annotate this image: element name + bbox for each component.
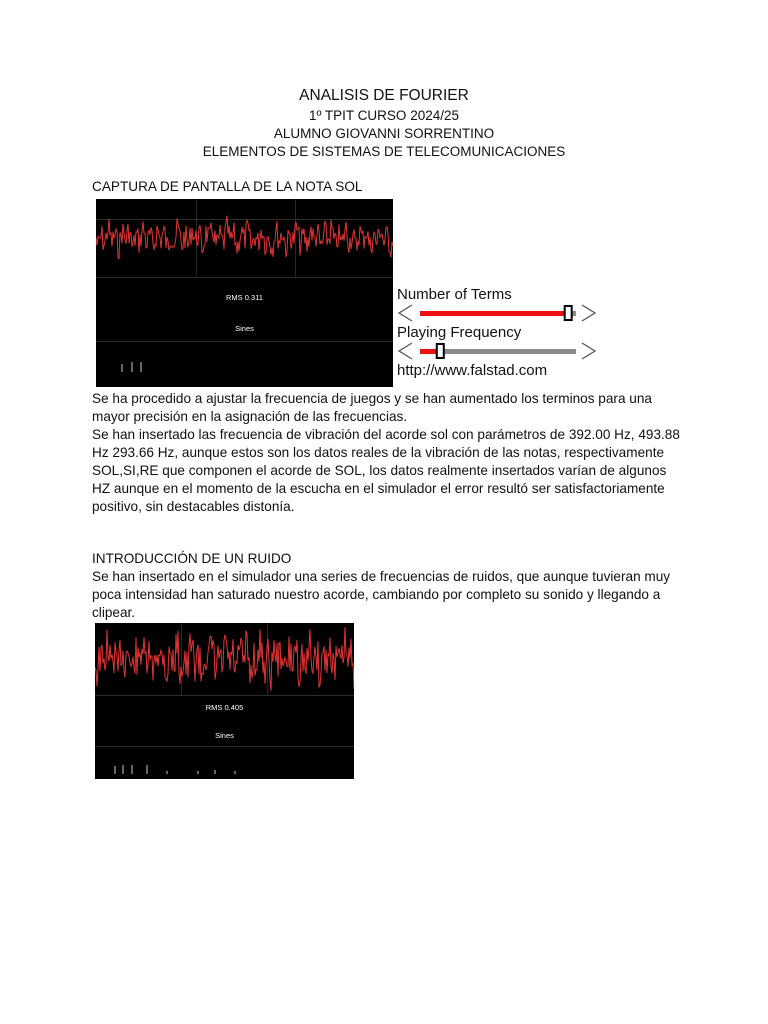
section1-body [92, 390, 682, 516]
document-title: ANALISIS DE FOURIER [299, 87, 469, 104]
slider-left-arrow-icon [399, 343, 412, 359]
section1-heading: CAPTURA DE PANTALLA DE LA NOTA SOL [92, 179, 363, 194]
paragraph: Se ha procedido a ajustar la frecuencia de juegos y se han aumentado los terminos para una mayor precisión en la asignación de las frecuencias. [92, 391, 652, 424]
section2-body [92, 550, 682, 622]
paragraph: Se han insertado las frecuencia de vibración del acorde sol con parámetros de 392.00 Hz, 493.88 Hz 293.66 Hz, aunque estos son los datos reales de la vibración de las notas, respectivamente SOL,SI,RE que componen el acorde de SOL, los datos realmente insertados varían de algunos HZ aunque en el momento de la escucha en el simulador el error resultó ser satisfactoriamente positivo, sin destacables distonía. [92, 427, 680, 514]
slider-thumb [437, 344, 444, 358]
slider-thumb [565, 306, 572, 320]
slider-right-arrow-icon [582, 305, 595, 321]
number-of-terms-label: Number of Terms [397, 286, 512, 303]
scope-screenshot-sol [96, 199, 393, 387]
spectrum-bars [95, 746, 354, 779]
simulator-controls [396, 286, 602, 386]
rms-readout: RMS 0.405 [205, 703, 244, 712]
number-of-terms-slider[interactable] [396, 302, 602, 326]
falstad-link[interactable]: http://www.falstad.com [397, 362, 548, 379]
waveform-trace [95, 627, 354, 691]
rms-readout: RMS 0.311 [226, 293, 263, 302]
slider-left-arrow-icon [399, 305, 412, 321]
sines-label: Sines [235, 324, 254, 333]
waveform-trace [96, 216, 393, 259]
sines-label: Sines [215, 731, 234, 740]
scope-screenshot-noise [95, 623, 354, 779]
spectrum-bars [96, 341, 393, 387]
playing-frequency-label: Playing Frequency [397, 324, 522, 341]
waveform [96, 199, 393, 277]
subject-line: ELEMENTOS DE SISTEMAS DE TELECOMUNICACIONES [202, 144, 566, 159]
section2-heading: INTRODUCCIÓN DE UN RUIDO [92, 551, 292, 566]
course-line: 1º TPIT CURSO 2024/25 [308, 108, 459, 123]
waveform [95, 623, 354, 695]
student-line: ALUMNO GIOVANNI SORRENTINO [273, 126, 495, 141]
slider-right-arrow-icon [582, 343, 595, 359]
playing-frequency-slider[interactable] [396, 340, 602, 364]
paragraph: Se han insertado en el simulador una series de frecuencias de ruidos, que aunque tuvieran muy poca intensidad han saturado nuestro acorde, cambiando por completo su sonido y llegando a clipear. [92, 569, 671, 620]
